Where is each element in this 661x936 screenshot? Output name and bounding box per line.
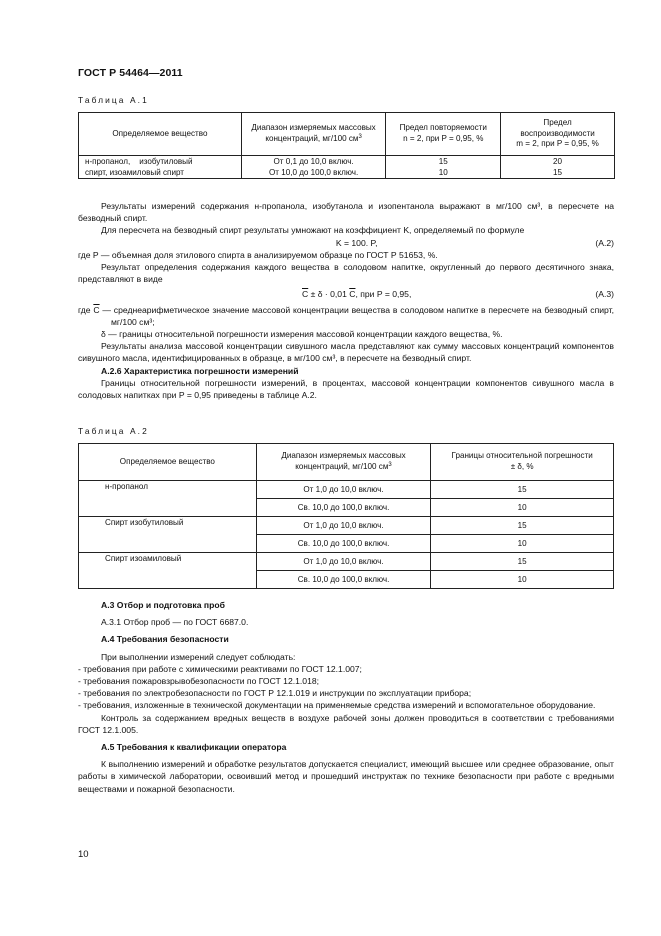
table-row xyxy=(79,553,614,571)
table-a2-header-row xyxy=(79,444,614,481)
definition-c-mean: где $\overline{C}$ — среднеарифметическое значение массовой концентрации вещества в солодовом напитке в пересчете на безводный спирт, мг/100 см³; xyxy=(78,304,614,327)
table-a2-header-error: Границы относительной погрешности ± δ, % xyxy=(431,444,614,481)
table-a1-header-reproducibility: Предел воспроизводимости m = 2, при P = 0,95, % xyxy=(501,113,615,156)
table-a1-cell-reproducibility: 15 xyxy=(501,167,615,179)
table-a1 xyxy=(78,112,615,179)
table-row xyxy=(79,167,615,179)
table-a1-cell-range: От 0,1 до 10,0 включ. xyxy=(241,156,386,168)
table-a2-cell-error: 10 xyxy=(431,535,614,553)
paragraph-results: Результаты измерений содержания н-пропанола, изобутанола и изопентанола выражают в мг/100 см³, в пересчете на безводный спирт. xyxy=(78,201,614,224)
table-a2-header-range: Диапазон измеряемых массовых концентраций, мг/100 $см^3$ xyxy=(256,444,431,481)
paragraph-where-p: где P — объемная доля этилового спирта в анализируемом образце по ГОСТ Р 51653, %. xyxy=(78,249,438,260)
requirement-item-chemicals: - требования при работе с химическими реактивами по ГОСТ 12.1.007; xyxy=(78,663,362,674)
table-a1-header-substance: Определяемое вещество xyxy=(79,113,242,156)
table-a2-cell-substance: Спирт изоамиловый xyxy=(79,553,257,589)
paragraph-fusel-oil: Результаты анализа массовой концентрации сивушного масла представляют как сумму массовых концентраций компонентов сивушного масла, идентифицированных в образце, в мг/100 см³, в пересчете на безводный спирт. xyxy=(78,341,614,364)
paragraph-error-limits: Границы относительной погрешности измерений, в процентах, массовой концентрации компонентов сивушного масла в солодовых напитках при P = 0,95 приведены в таблице А.2. xyxy=(78,377,614,401)
paragraph-a31: А.3.1 Отбор проб — по ГОСТ 6687.0. xyxy=(101,617,249,628)
table-a2-cell-error: 10 xyxy=(431,499,614,517)
paragraph-air-control: Контроль за содержанием вредных веществ в воздухе рабочей зоны должен проводиться в соответствии с требованиями ГОСТ 12.1.005. xyxy=(78,712,614,735)
table-a2-cell-range: От 1,0 до 10,0 включ. xyxy=(256,481,431,499)
formula-a2-expression: K = 100. P, xyxy=(335,237,378,248)
paragraph-a4-intro: При выполнении измерений следует соблюдать: xyxy=(101,651,296,662)
heading-a26: А.2.6 Характеристика погрешности измерений xyxy=(101,365,299,376)
table-a2-cell-error: 15 xyxy=(431,481,614,499)
formula-a2-number: (А.2) xyxy=(595,237,614,248)
table-row xyxy=(79,156,615,168)
requirement-item-fire: - требования пожаровзрывобезопасности по ГОСТ 12.1.018; xyxy=(78,676,320,687)
table-a1-header-row xyxy=(79,113,615,156)
table-a2-cell-range: От 1,0 до 10,0 включ. xyxy=(256,553,431,571)
table-a1-cell-repeatability: 15 xyxy=(386,156,501,168)
heading-a4: А.4 Требования безопасности xyxy=(101,634,229,645)
definition-delta: δ — границы относительной погрешности измерения массовой концентрации каждого вещества, %. xyxy=(101,329,503,340)
table-a2-cell-substance: н-пропанол xyxy=(79,481,257,517)
table-a2-cell-range: Св. 10,0 до 100,0 включ. xyxy=(256,535,431,553)
table-row xyxy=(79,481,614,499)
heading-a3: А.3 Отбор и подготовка проб xyxy=(101,600,225,610)
table-a1-cell-substance: н-пропанол, изобутиловый xyxy=(79,156,242,168)
page-number: 10 xyxy=(78,849,89,860)
table-a2-cell-error: 15 xyxy=(431,553,614,571)
table-a2-cell-substance: Спирт изобутиловый xyxy=(79,517,257,553)
table-a2-cell-error: 10 xyxy=(431,571,614,589)
table-a1-cell-reproducibility: 20 xyxy=(501,156,615,168)
paragraph-conversion: Для пересчета на безводный спирт результаты умножают на коэффициент K, определяемый по формуле xyxy=(101,225,525,236)
body-text-section-1 xyxy=(78,200,614,401)
table-a2 xyxy=(78,443,614,589)
formula-a3 xyxy=(78,288,614,300)
table-a2-cell-range: От 1,0 до 10,0 включ. xyxy=(256,517,431,535)
table-a2-cell-range: Св. 10,0 до 100,0 включ. xyxy=(256,571,431,589)
requirement-item-documentation: - требования, изложенные в технической документации на применяемые средства измерений и вспомогательное оборудование. xyxy=(78,700,596,711)
heading-a5: А.5 Требования к квалификации оператора xyxy=(101,742,287,753)
table-row xyxy=(79,517,614,535)
standard-code-header: ГОСТ Р 54464—2011 xyxy=(78,67,183,79)
formula-a3-expression: $\overline{C} \pm \delta \cdot 0,01$ $\overline{C}$, при P = 0,95, xyxy=(302,289,412,300)
table-a2-header-substance: Определяемое вещество xyxy=(79,444,257,481)
table-a1-header-range: Диапазон измеряемых массовых концентраций, мг/100 $см^3$ xyxy=(241,113,386,156)
table-a1-cell-repeatability: 10 xyxy=(386,167,501,179)
requirement-item-electrical: - требования по электробезопасности по ГОСТ Р 12.1.019 и инструкции по эксплуатации прибора; xyxy=(78,688,472,699)
table-a2-cell-error: 15 xyxy=(431,517,614,535)
table-a2-cell-range: Св. 10,0 до 100,0 включ. xyxy=(256,499,431,517)
body-text-section-2 xyxy=(78,599,614,795)
table-a1-cell-substance: спирт, изоамиловый спирт xyxy=(79,167,242,179)
paragraph-operator-qualification: К выполнению измерений и обработке результатов допускается специалист, имеющий высшее или среднее образование, опыт работы в химической лаборатории, освоивший метод и прошедший инструктаж по технике безопасности при работе с вредными веществами и пожарной безопасности. xyxy=(78,759,614,794)
table-a1-cell-range: От 10,0 до 100,0 включ. xyxy=(241,167,386,179)
table-a2-label: Таблица А.2 xyxy=(78,426,149,436)
table-a1-header-repeatability: Предел повторяемости n = 2, при P = 0,95, % xyxy=(386,113,501,156)
paragraph-result-form: Результат определения содержания каждого вещества в солодовом напитке, округленный до первого десятичного знака, представляют в виде xyxy=(78,262,614,285)
formula-a2 xyxy=(78,237,614,249)
table-a1-label: Таблица А.1 xyxy=(78,95,149,105)
formula-a3-number: (А.3) xyxy=(595,289,614,300)
